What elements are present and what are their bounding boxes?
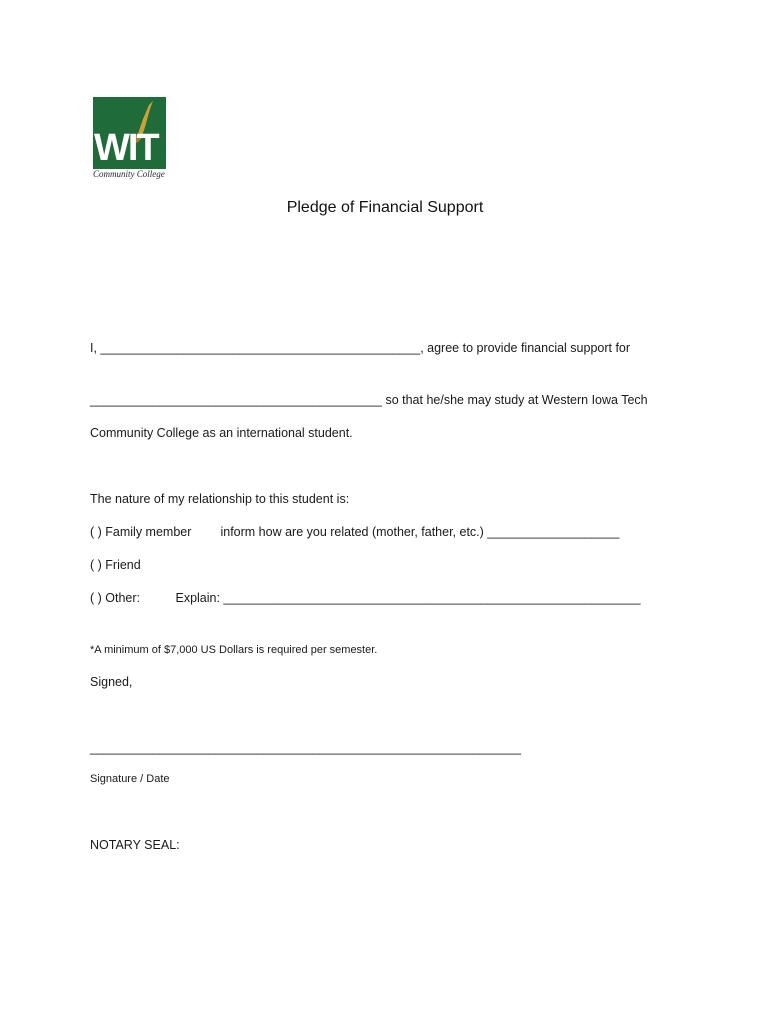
option-friend-label: ( ) Friend (90, 558, 141, 572)
notary-seal-label: NOTARY SEAL: (90, 838, 180, 852)
logo-letters: WIT (94, 127, 158, 169)
document-title: Pledge of Financial Support (286, 199, 484, 216)
logo-tagline: Community College (93, 169, 165, 179)
option-friend (90, 558, 141, 572)
logo-mark (93, 97, 166, 169)
relationship-heading: The nature of my relationship to this student is: (90, 492, 350, 506)
pledge-line-2: __________________________________________ so that he/she may study at Western Iowa Tech (90, 393, 648, 407)
pledge-line-1: I, ______________________________________________, agree to provide financial support for (90, 341, 631, 355)
option-family (90, 525, 619, 539)
option-other-detail: Explain: ____________________________________________________________ (175, 591, 641, 605)
signature-date-label: Signature / Date (90, 773, 170, 785)
signed-label: Signed, (90, 675, 133, 689)
pledge-line-3: Community College as an international student. (90, 426, 353, 440)
option-family-label: ( ) Family member (90, 525, 192, 539)
option-family-detail: inform how are you related (mother, father, etc.) ___________________ (220, 525, 620, 539)
option-other-label: ( ) Other: (90, 591, 141, 605)
option-other (90, 591, 641, 605)
signature-line: ______________________________________________________________ (90, 741, 522, 755)
wit-logo (93, 97, 166, 181)
minimum-note: *A minimum of $7,000 US Dollars is required per semester. (90, 644, 378, 656)
